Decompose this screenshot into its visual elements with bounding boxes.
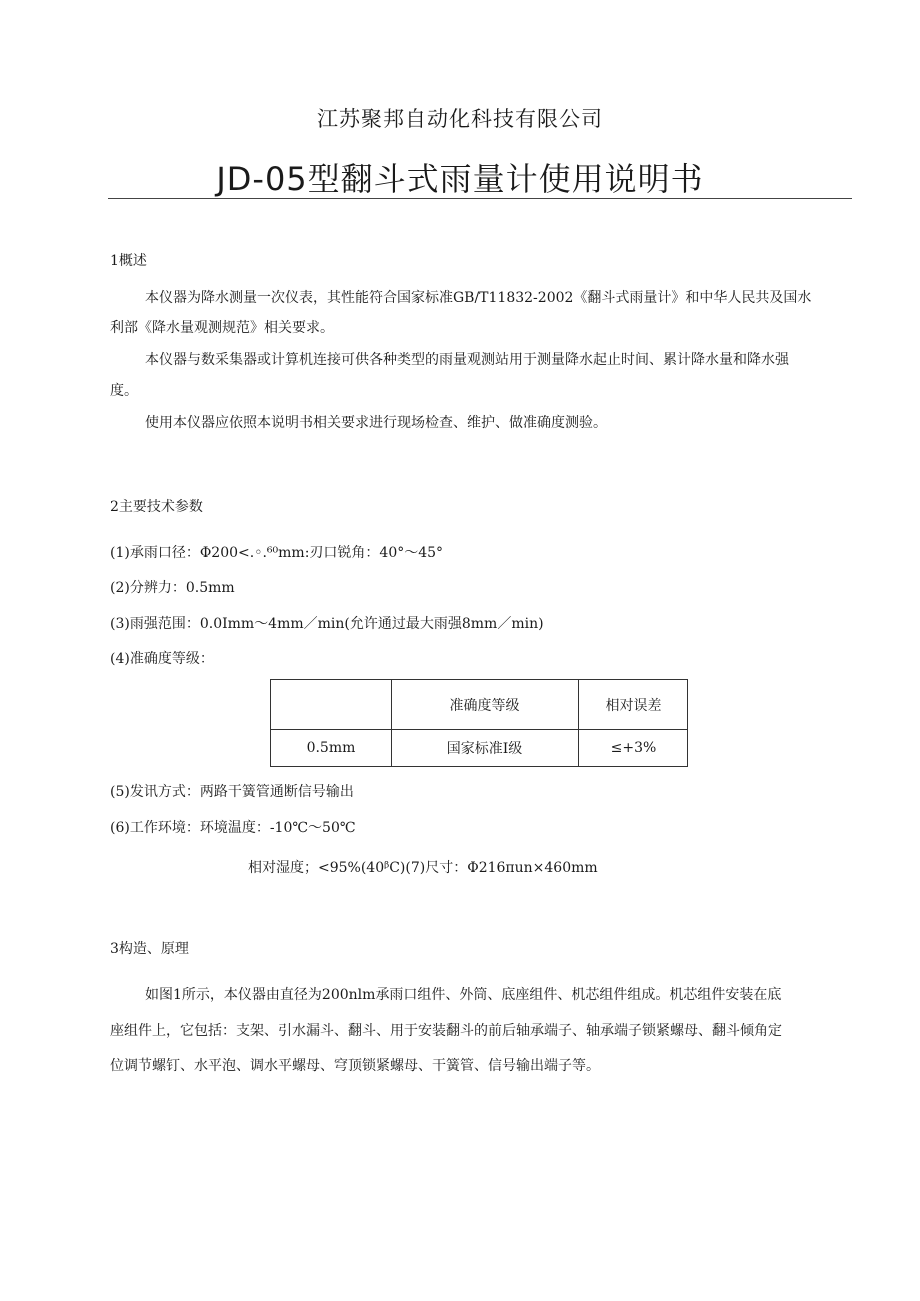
spec-item-4: (4)准确度等级： bbox=[110, 651, 214, 667]
section2-heading: 2主要技术参数 bbox=[110, 499, 203, 515]
spec-item-5: (5)发讯方式：两路干簧管通断信号输出 bbox=[110, 784, 354, 800]
title-divider bbox=[108, 198, 852, 199]
section3-heading: 3构造、原理 bbox=[110, 941, 189, 957]
section1-heading: 1概述 bbox=[110, 253, 147, 269]
company-name: 江苏聚邦自动化科技有限公司 bbox=[317, 107, 603, 131]
section3-paragraph-line1: 如图1所示，本仪器由直径为200nlm承雨口组件、外筒、底座组件、机芯组件组成。机芯组件安装在底 bbox=[145, 987, 782, 1003]
spec-item-1: (1)承雨口径：Φ200<.◦.⁶⁰mm:刃口锐角：40°～45° bbox=[110, 545, 444, 561]
table-cell: 国家标准Ⅰ级 bbox=[446, 740, 523, 757]
spec-item-2: (2)分辨力：0.5mm bbox=[110, 580, 235, 596]
section1-paragraph1-line2: 利部《降水量观测规范》相关要求。 bbox=[110, 320, 334, 336]
section3-paragraph-line3: 位调节螺钉、水平泡、调水平螺母、穹顶锁紧螺母、干簧管、信号输出端子等。 bbox=[110, 1058, 600, 1074]
table-header-cell: 准确度等级 bbox=[449, 697, 520, 714]
document-title: JD-05型翻斗式雨量计使用说明书 bbox=[216, 160, 704, 198]
table-header-cell: 相对误差 bbox=[605, 697, 662, 714]
spec-item-3: (3)雨强范围：0.0Imm～4mm／min(允许通过最大雨强8mm／min) bbox=[110, 616, 544, 632]
section3-paragraph-line2: 座组件上，它包括：支架、引水漏斗、翻斗、用于安装翻斗的前后轴承端子、轴承端子锁紧螺母、翻斗倾角定 bbox=[110, 1023, 782, 1039]
section1-paragraph2-line2: 度。 bbox=[110, 383, 138, 399]
table-cell: ≤+3% bbox=[610, 739, 657, 756]
section1-paragraph2-line1: 本仪器与数采集器或计算机连接可供各种类型的雨量观测站用于测量降水起止时间、累计降水量和降水强 bbox=[145, 352, 789, 368]
table-header-cell bbox=[271, 680, 391, 729]
accuracy-table bbox=[270, 679, 688, 767]
spec-item-6: (6)工作环境：环境温度：-10℃～50℃ bbox=[110, 820, 356, 836]
section1-paragraph3: 使用本仪器应依照本说明书相关要求进行现场检查、维护、做准确度测验。 bbox=[145, 415, 607, 431]
spec-item-6-continued: 相对湿度；<95%(40ᵝC)(7)尺寸：Φ216πun×460mm bbox=[248, 860, 598, 876]
section1-paragraph1-line1: 本仪器为降水测量一次仪表，其性能符合国家标准GB/T11832-2002《翻斗式雨量计》和中华人民共及国水 bbox=[145, 290, 812, 306]
table-cell: 0.5mm bbox=[306, 739, 356, 756]
